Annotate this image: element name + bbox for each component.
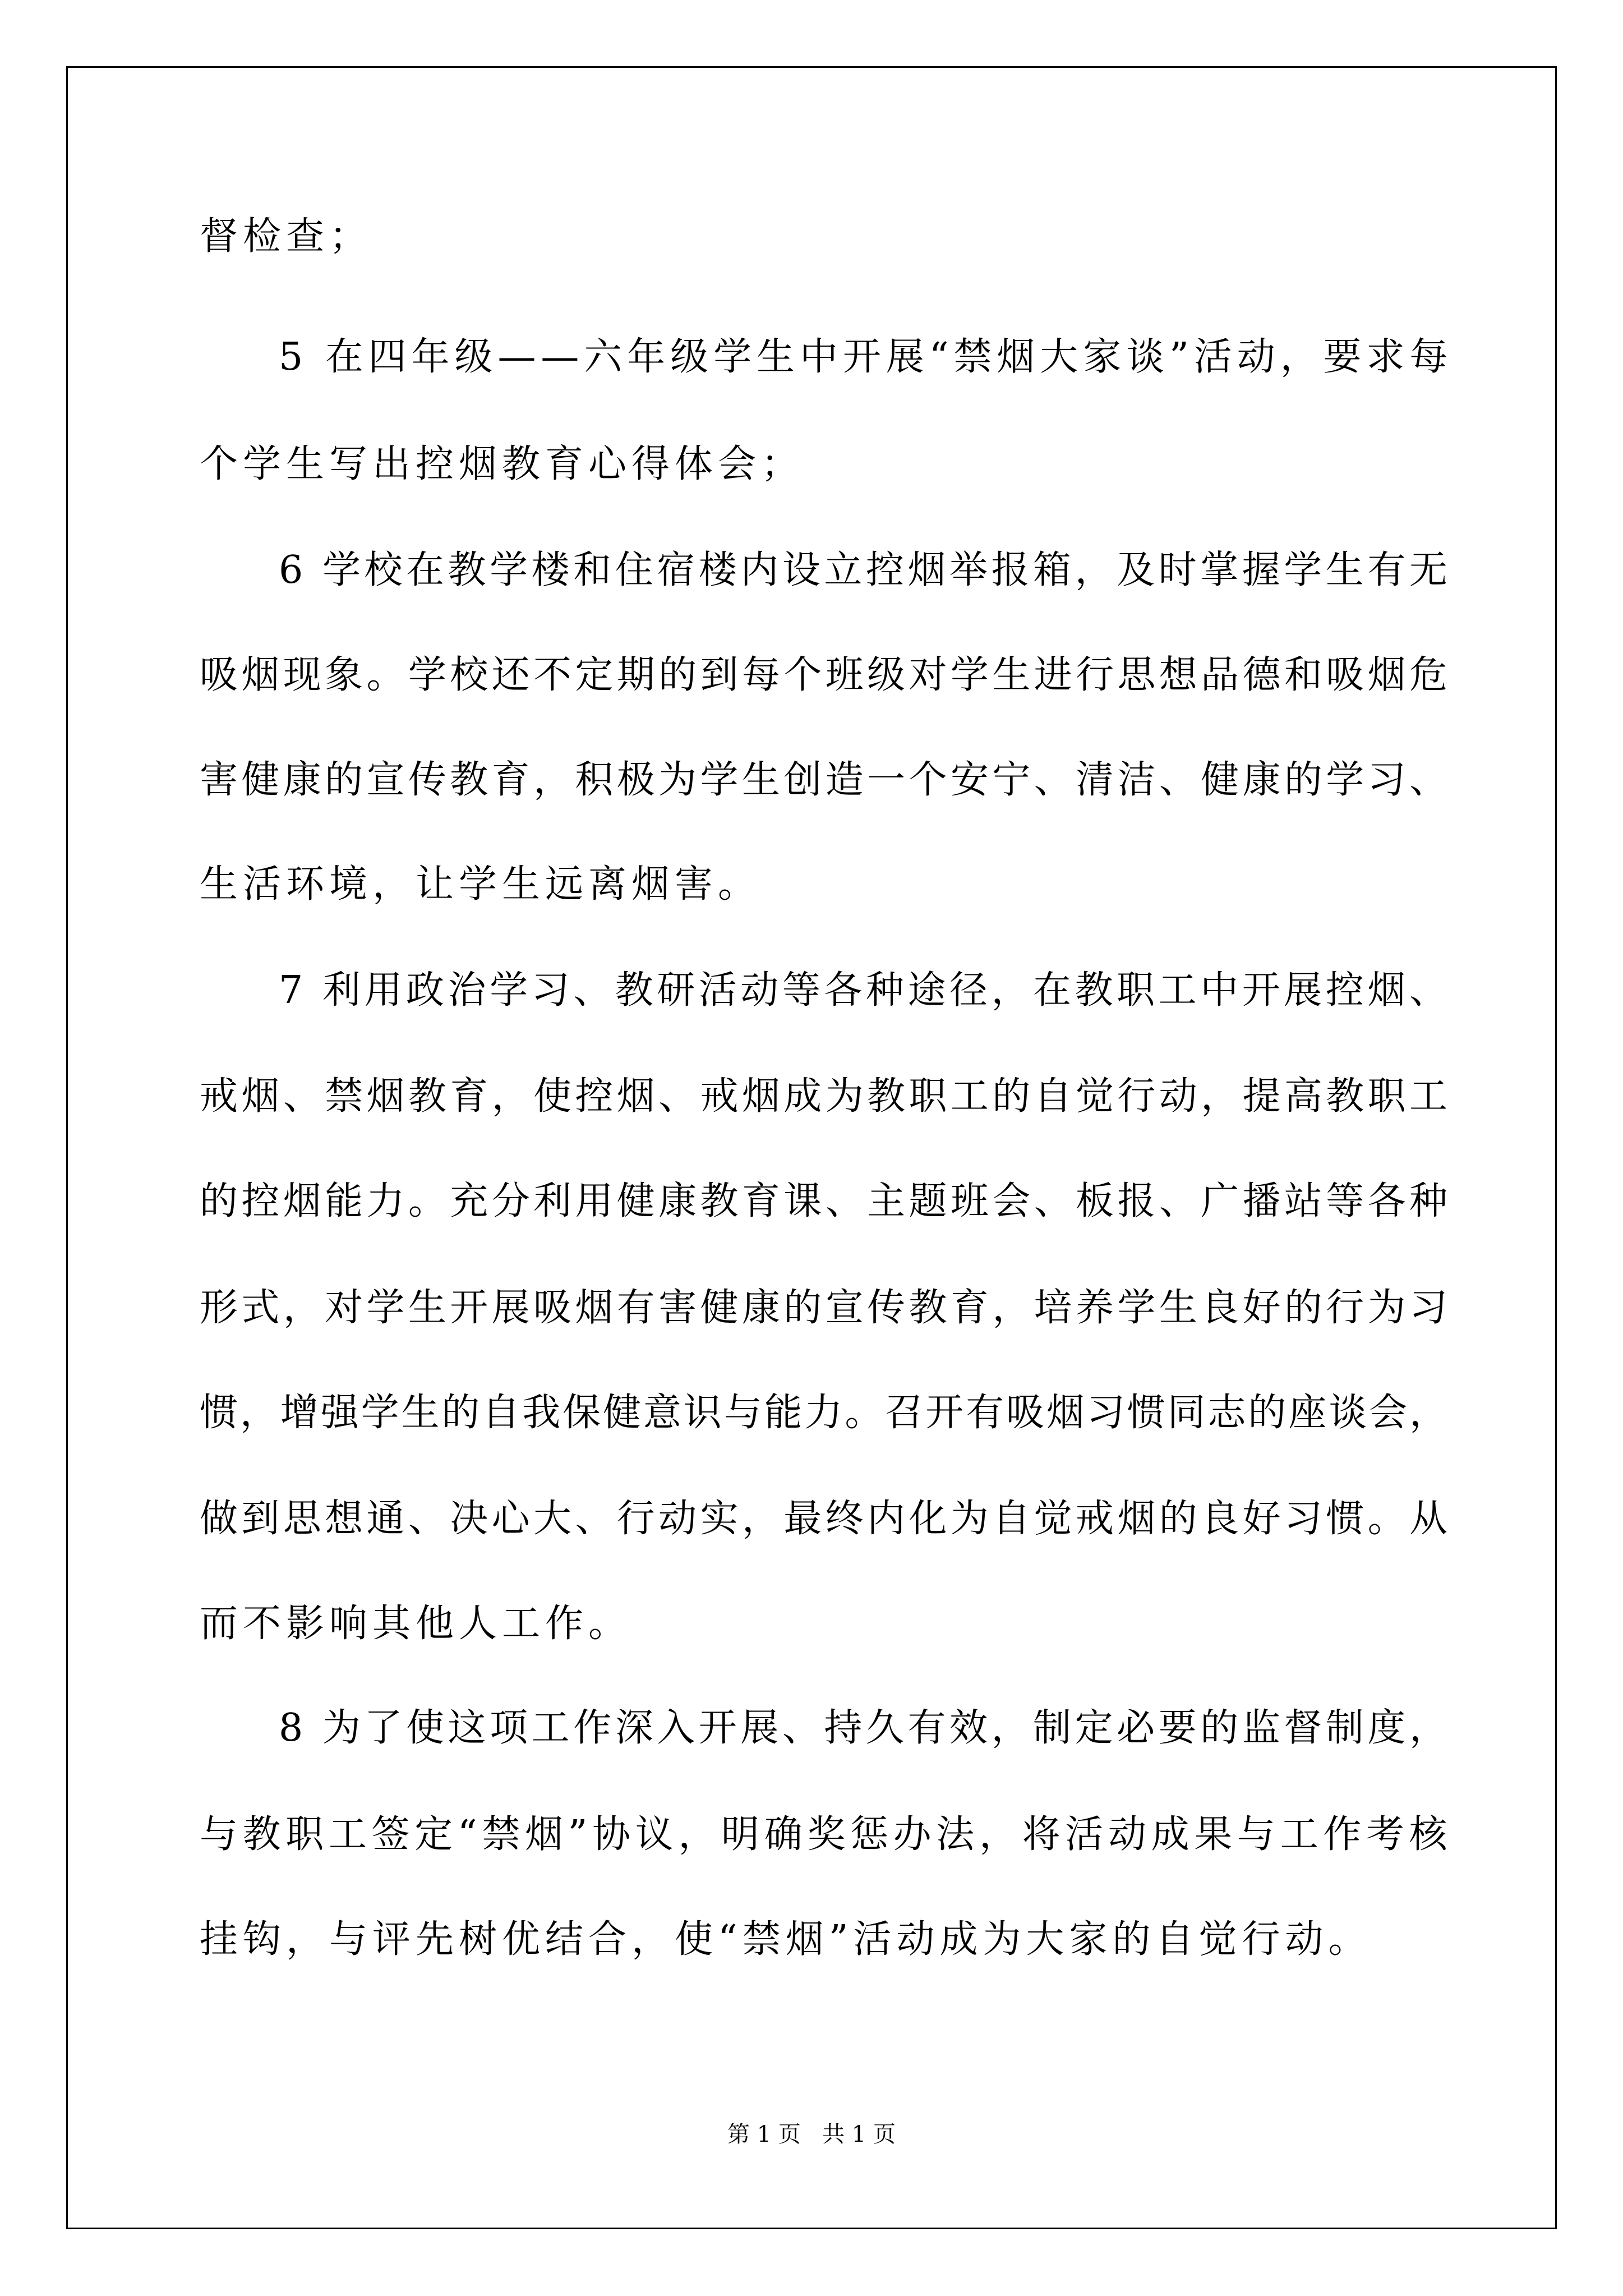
text-line-5: 吸烟现象。学校还不定期的到每个班级对学生进行思想品德和吸烟危 [200, 653, 1451, 697]
page-border [66, 66, 1557, 2229]
text-line-3: 个学生写出控烟教育心得体会； [200, 442, 805, 486]
text-line-10: 的控烟能力。充分利用健康教育课、主题班会、板报、广播站等各种 [200, 1179, 1451, 1223]
text-line-7: 生活环境，让学生远离烟害。 [200, 862, 762, 907]
text-line-15: 8 为了使这项工作深入开展、持久有效，制定必要的监督制度， [279, 1706, 1451, 1750]
text-line-17: 挂钩，与评先树优结合，使“禁烟”活动成为大家的自觉行动。 [200, 1917, 1372, 1962]
text-line-14: 而不影响其他人工作。 [200, 1602, 632, 1646]
page-number: 第 1 页 共 1 页 [727, 2122, 896, 2147]
text-line-8: 7 利用政治学习、教研活动等各种途径，在教职工中开展控烟、 [279, 968, 1451, 1013]
text-line-1: 督检查； [200, 214, 373, 259]
text-line-2: 5 在四年级——六年级学生中开展“禁烟大家谈”活动，要求每 [279, 335, 1453, 379]
text-line-9: 戒烟、禁烟教育，使控烟、戒烟成为教职工的自觉行动，提高教职工 [200, 1074, 1451, 1119]
text-line-12: 惯，增强学生的自我保健意识与能力。召开有吸烟习惯同志的座谈会， [200, 1391, 1450, 1435]
text-line-16: 与教职工签定“禁烟”协议，明确奖惩办法，将活动成果与工作考核 [200, 1812, 1453, 1857]
text-line-4: 6 学校在教学楼和住宿楼内设立控烟举报箱，及时掌握学生有无 [279, 548, 1451, 592]
text-line-13: 做到思想通、决心大、行动实，最终内化为自觉戒烟的良好习惯。从 [200, 1497, 1451, 1541]
text-line-11: 形式，对学生开展吸烟有害健康的宣传教育，培养学生良好的行为习 [200, 1286, 1451, 1330]
text-line-6: 害健康的宣传教育，积极为学生创造一个安宁、清洁、健康的学习、 [200, 758, 1451, 802]
